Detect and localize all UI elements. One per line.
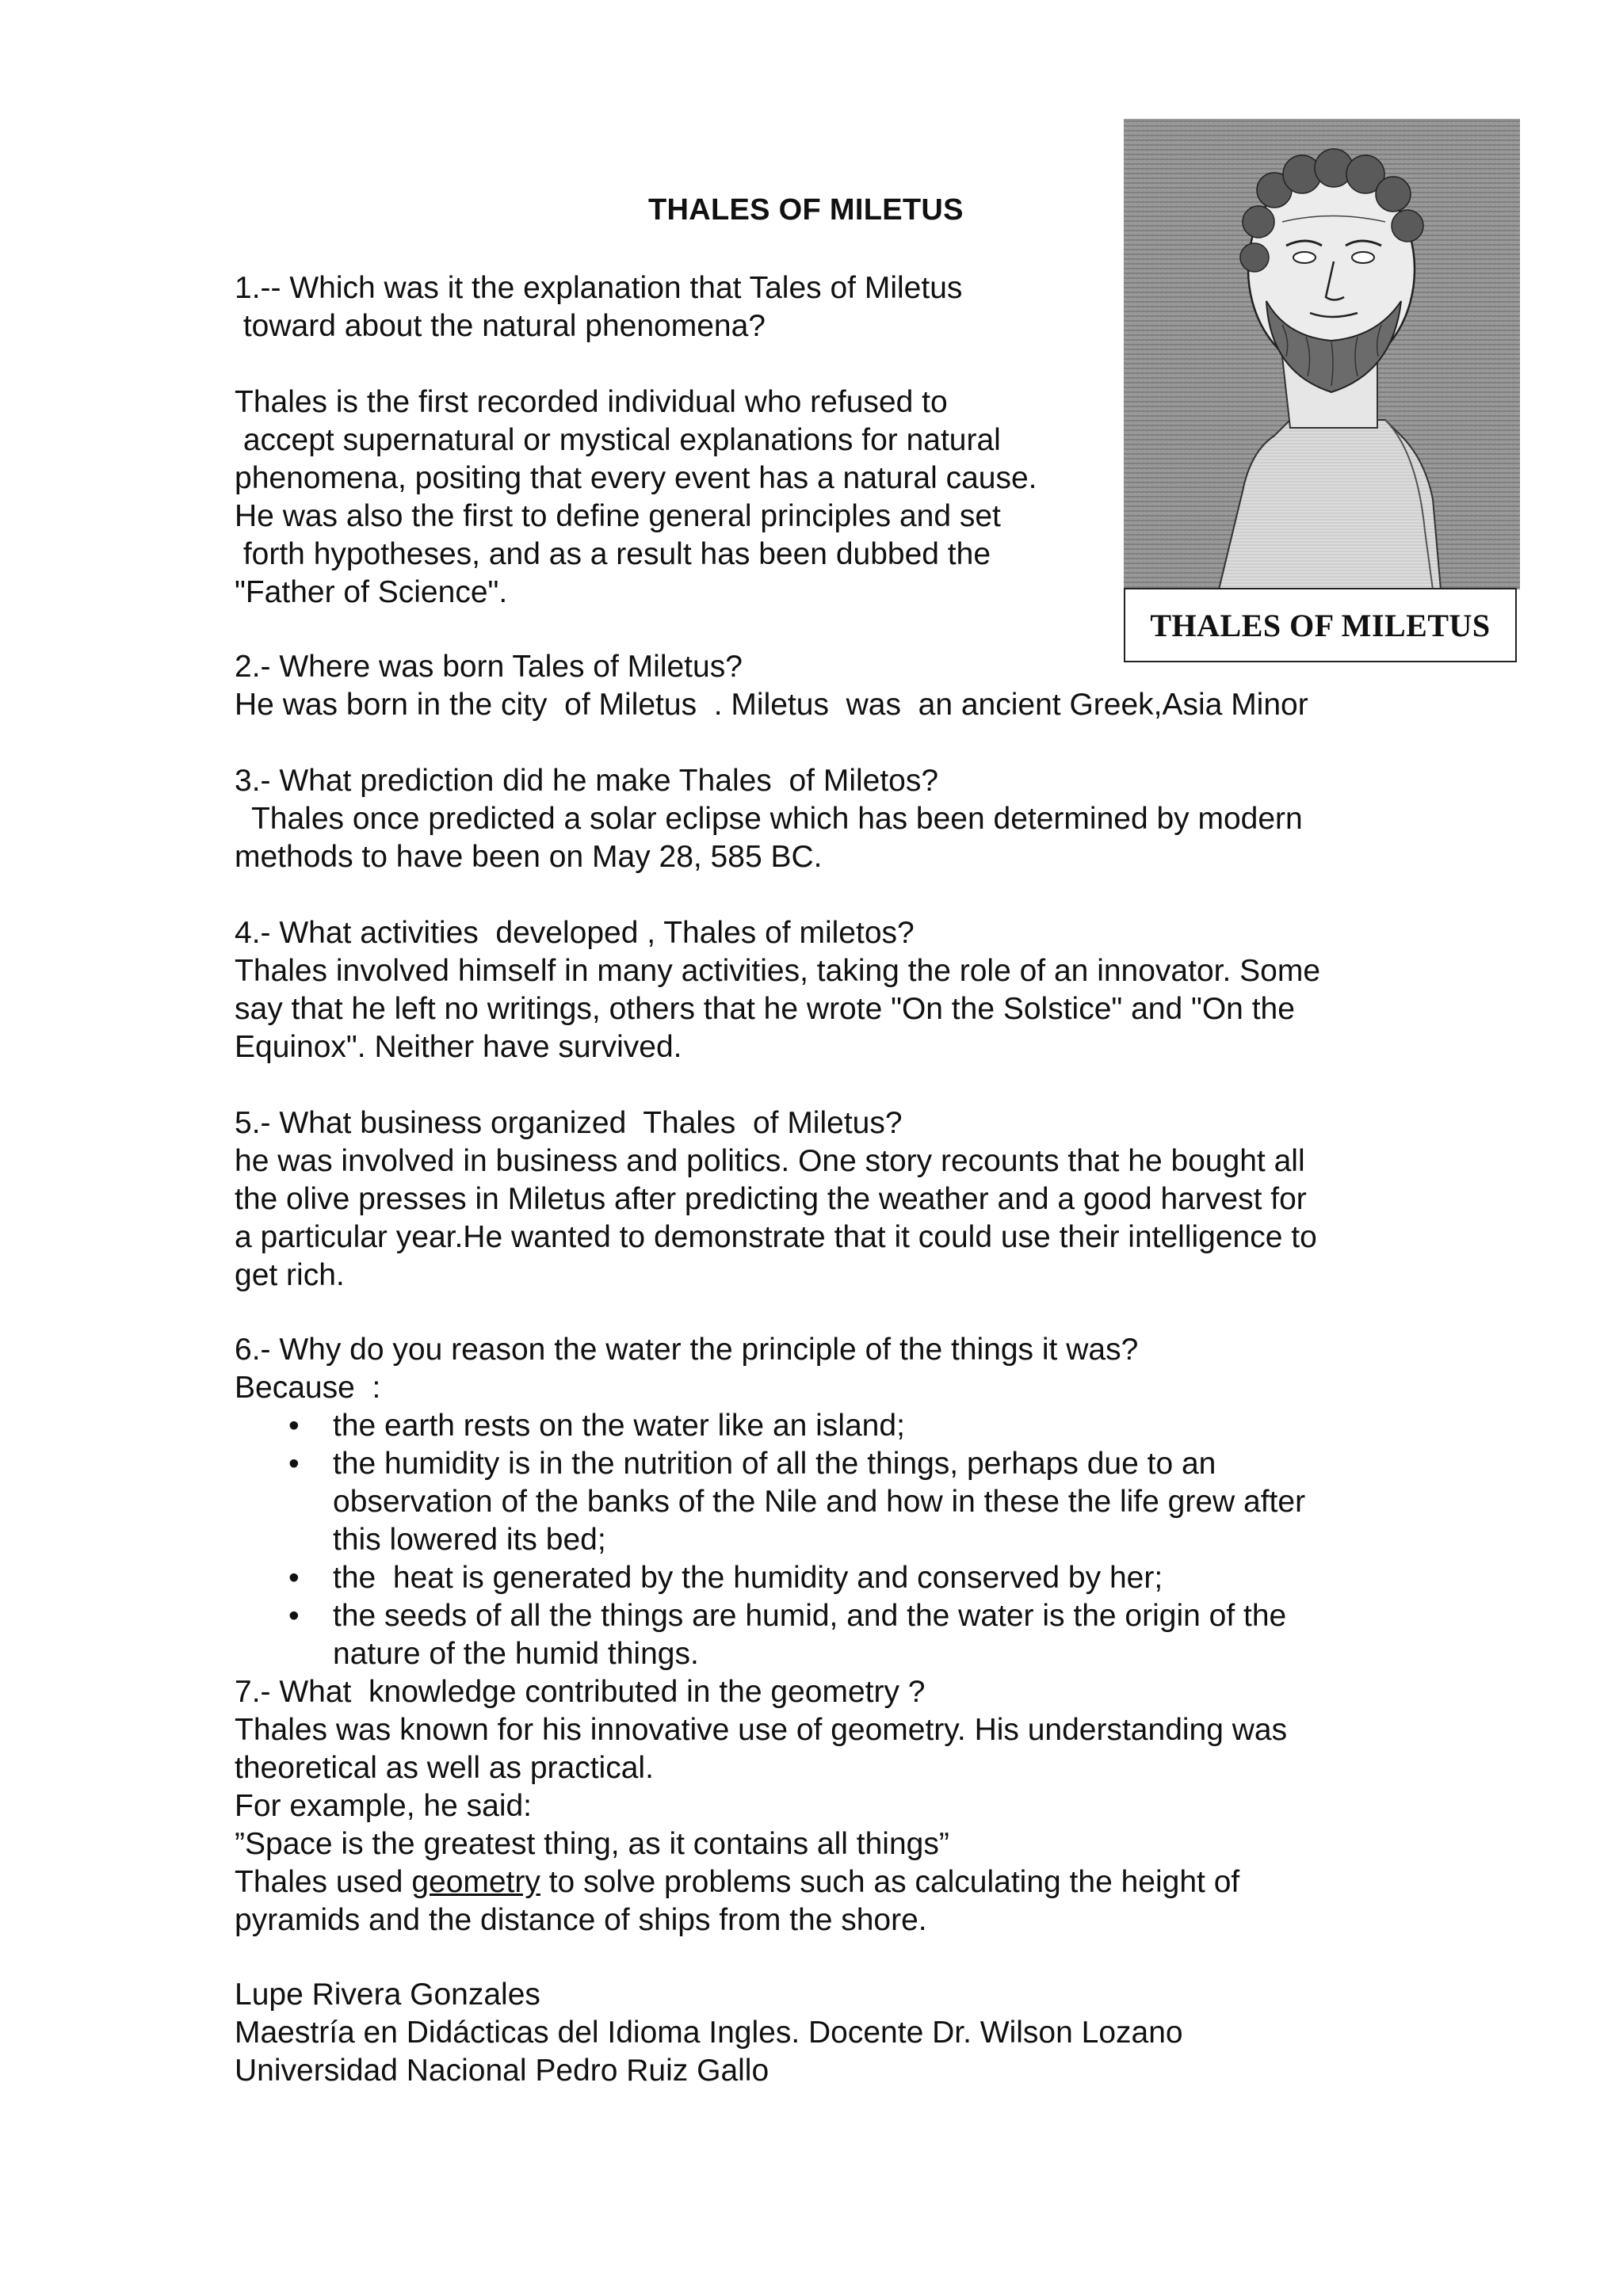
list-item-line: nature of the humid things. — [333, 1637, 699, 1671]
answer-7-line-5-post: to solve problems such as calculating the height of — [540, 1865, 1240, 1899]
answer-7-quote: ”Space is the greatest thing, as it contains all things” — [235, 1827, 949, 1861]
answer-7-line-2: theoretical as well as practical. — [235, 1751, 654, 1785]
question-1 — [235, 269, 1407, 345]
author-name: Lupe Rivera Gonzales — [235, 1978, 540, 2012]
author-signature — [235, 1976, 1407, 2090]
answer-7-line-1: Thales was known for his innovative use of geometry. His understanding was — [235, 1713, 1288, 1747]
answer-1 — [235, 383, 1407, 612]
answer-1-line-4: He was also the first to define general principles and set — [235, 499, 1001, 533]
list-item-line: the earth rests on the water like an island; — [333, 1409, 905, 1443]
author-university: Universidad Nacional Pedro Ruiz Gallo — [235, 2054, 769, 2088]
list-item — [235, 1407, 1407, 1445]
question-2-text: 2.- Where was born Tales of Miletus? — [235, 650, 743, 684]
answer-2-text: He was born in the city of Miletus . Miletus was an ancient Greek,Asia Minor — [235, 688, 1308, 722]
question-7-text: 7.- What knowledge contributed in the geometry ? — [235, 1675, 926, 1709]
reasons-list — [235, 1407, 1407, 1673]
question-3 — [235, 762, 1407, 876]
answer-3-line-1: Thales once predicted a solar eclipse which has been determined by modern — [235, 802, 1303, 836]
geometry-link[interactable]: geometry — [411, 1865, 540, 1899]
list-item-line: the seeds of all the things are humid, and the water is the origin of the — [333, 1599, 1287, 1633]
list-item-line: the heat is generated by the humidity and conserved by her; — [333, 1561, 1163, 1595]
answer-1-line-1: Thales is the first recorded individual who refused to — [235, 385, 948, 419]
question-7 — [235, 1673, 1407, 1939]
answer-4-line-3: Equinox". Neither have survived. — [235, 1030, 682, 1064]
list-item-line: this lowered its bed; — [333, 1523, 606, 1557]
portrait-caption: THALES OF MILETUS — [1124, 588, 1517, 662]
question-4 — [235, 914, 1407, 1066]
question-1-line-2: toward about the natural phenomena? — [235, 309, 766, 343]
list-item — [235, 1597, 1407, 1673]
question-3-text: 3.- What prediction did he make Thales of Miletos? — [235, 764, 939, 798]
answer-1-line-2: accept supernatural or mystical explanations for natural — [235, 423, 1001, 457]
question-1-line-1: 1.-- Which was it the explanation that Tales of Miletus — [235, 271, 963, 305]
question-5-text: 5.- What business organized Thales of Miletus? — [235, 1106, 903, 1140]
answer-4-line-2: say that he left no writings, others that he wrote "On the Solstice" and "On the — [235, 992, 1295, 1026]
bullet-icon: • — [288, 1561, 300, 1595]
list-item — [235, 1445, 1407, 1559]
answer-1-line-6: "Father of Science". — [235, 575, 508, 609]
answer-3-line-2: methods to have been on May 28, 585 BC. — [235, 840, 823, 874]
answer-5-line-1: he was involved in business and politics. One story recounts that he bought all — [235, 1144, 1305, 1178]
question-6 — [235, 1331, 1407, 1407]
answer-5-line-3: a particular year.He wanted to demonstrate that it could use their intelligence to — [235, 1220, 1317, 1254]
answer-5-line-4: get rich. — [235, 1258, 345, 1292]
list-item — [235, 1559, 1407, 1597]
answer-4-line-1: Thales involved himself in many activities, taking the role of an innovator. Some — [235, 954, 1321, 988]
bullet-icon: • — [288, 1599, 300, 1633]
answer-7-line-6: pyramids and the distance of ships from the shore. — [235, 1903, 927, 1937]
answer-7-line-3: For example, he said: — [235, 1789, 533, 1823]
question-6-intro: Because : — [235, 1371, 381, 1405]
question-6-text: 6.- Why do you reason the water the principle of the things it was? — [235, 1333, 1139, 1367]
question-4-text: 4.- What activities developed , Thales of miletos? — [235, 916, 915, 950]
list-item-line: observation of the banks of the Nile and how in these the life grew after — [333, 1485, 1306, 1519]
answer-1-line-3: phenomena, positing that every event has a natural cause. — [235, 461, 1037, 495]
question-2 — [235, 648, 1407, 724]
answer-7-line-5-pre: Thales used — [235, 1865, 412, 1899]
author-program: Maestría en Didácticas del Idioma Ingles. Docente Dr. Wilson Lozano — [235, 2016, 1183, 2050]
bullet-icon: • — [288, 1447, 300, 1481]
bullet-icon: • — [288, 1409, 300, 1443]
question-5 — [235, 1104, 1407, 1295]
page-title: THALES OF MILETUS — [648, 193, 964, 227]
answer-7-line-5 — [235, 1863, 1407, 1901]
answer-5-line-2: the olive presses in Miletus after predicting the weather and a good harvest for — [235, 1182, 1307, 1216]
answer-1-line-5: forth hypotheses, and as a result has been dubbed the — [235, 537, 991, 571]
list-item-line: the humidity is in the nutrition of all the things, perhaps due to an — [333, 1447, 1216, 1481]
